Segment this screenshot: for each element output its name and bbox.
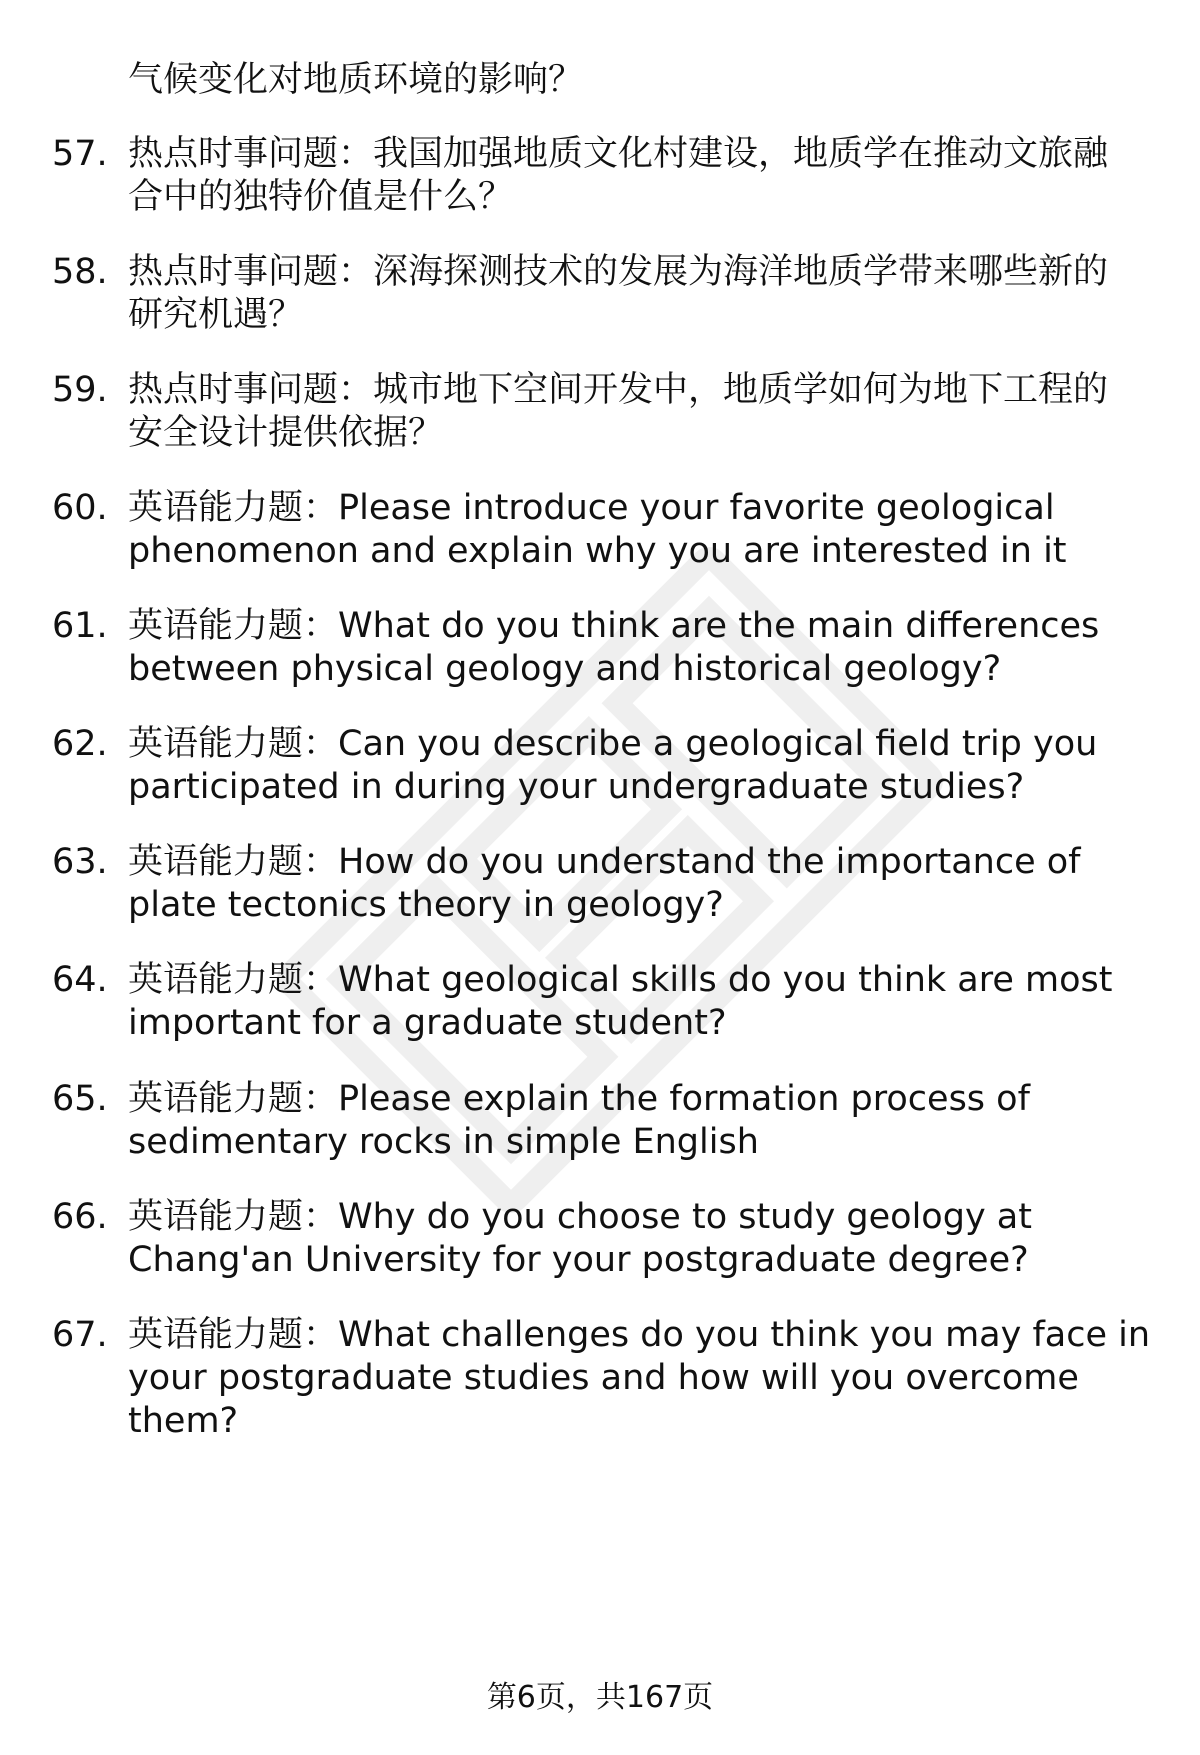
question-text-line: 英语能力题：Can you describe a geological field trip you <box>128 724 1098 764</box>
question-text-line: 热点时事问题：深海探测技术的发展为海洋地质学带来哪些新的 <box>128 252 1109 292</box>
question-text-line: sedimentary rocks in simple English <box>128 1122 759 1162</box>
question-text-line: participated in during your undergraduate studies? <box>128 767 1025 807</box>
question-text-line: 英语能力题：How do you understand the importance of <box>128 842 1081 882</box>
continued-question-text: 气候变化对地质环境的影响？ <box>128 60 584 100</box>
question-text-line: important for a graduate student? <box>128 1003 727 1043</box>
question-text-line: between physical geology and historical geology? <box>128 649 1002 689</box>
question-text-line: 英语能力题：What challenges do you think you may face in <box>128 1315 1151 1355</box>
question-number: 59. <box>52 370 108 410</box>
question-text-line: 英语能力题：Please explain the formation process of <box>128 1079 1030 1119</box>
question-number: 64. <box>52 960 108 1000</box>
question-text-line: Chang'an University for your postgraduate degree? <box>128 1240 1029 1280</box>
question-number: 62. <box>52 724 108 764</box>
question-text-line: 英语能力题：What geological skills do you think are most <box>128 960 1113 1000</box>
page-footer: 第6页，共167页 <box>486 1680 714 1715</box>
question-text-line: 安全设计提供依据？ <box>128 413 444 453</box>
question-text-line: 英语能力题：What do you think are the main differences <box>128 606 1100 646</box>
question-text-line: phenomenon and explain why you are interested in it <box>128 531 1067 571</box>
question-number: 65. <box>52 1079 108 1119</box>
question-text-line: 合中的独特价值是什么？ <box>128 177 514 217</box>
question-number: 61. <box>52 606 108 646</box>
question-number: 63. <box>52 842 108 882</box>
question-text-line: 热点时事问题：我国加强地质文化村建设，地质学在推动文旅融 <box>128 134 1109 174</box>
question-number: 66. <box>52 1197 108 1237</box>
question-number: 57. <box>52 134 108 174</box>
question-number: 58. <box>52 252 108 292</box>
question-text-line: 英语能力题：Please introduce your favorite geological <box>128 488 1055 528</box>
question-text-line: them? <box>128 1401 239 1441</box>
question-text-line: your postgraduate studies and how will you overcome <box>128 1358 1079 1398</box>
question-text-line: 热点时事问题：城市地下空间开发中，地质学如何为地下工程的 <box>128 370 1109 410</box>
question-number: 67. <box>52 1315 108 1355</box>
question-number: 60. <box>52 488 108 528</box>
question-text-line: 英语能力题：Why do you choose to study geology at <box>128 1197 1032 1237</box>
question-text-line: 研究机遇？ <box>128 295 304 335</box>
question-text-line: plate tectonics theory in geology? <box>128 885 724 925</box>
